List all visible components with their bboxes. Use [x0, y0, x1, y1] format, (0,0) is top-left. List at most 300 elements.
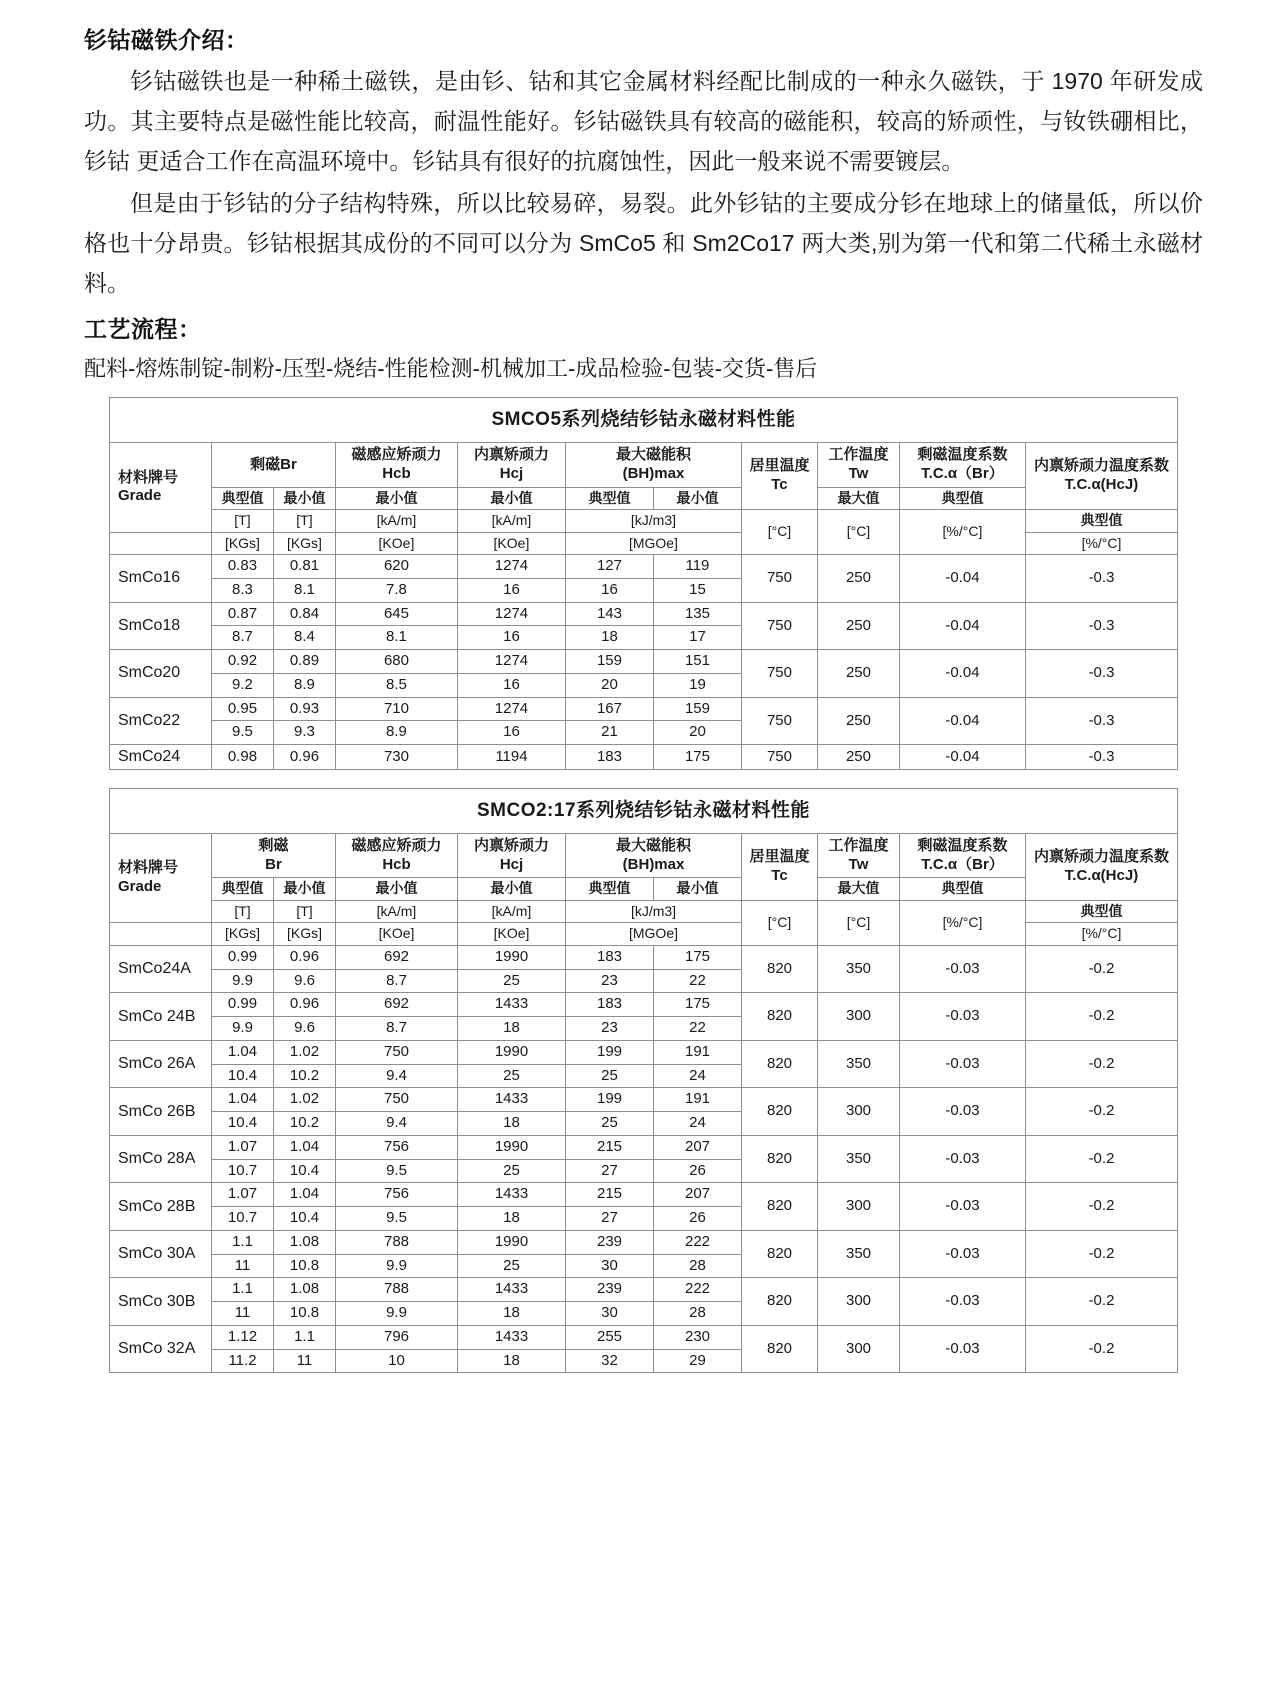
subheader-br-min: 最小值	[273, 487, 335, 510]
cell-bh-typ-si: 183	[566, 945, 654, 969]
header-hcj-line2: Hcj	[499, 464, 524, 482]
header-hcj	[457, 443, 565, 488]
cell-tw: 300	[818, 1088, 900, 1136]
cell-br-typ-si: 1.1	[212, 1278, 274, 1302]
cell-br-typ-cgs: 10.7	[212, 1207, 274, 1231]
cell-br-typ-cgs: 11.2	[212, 1349, 274, 1373]
table-header-row-2	[109, 487, 1177, 510]
cell-tcbr: -0.04	[899, 555, 1025, 603]
table-row	[110, 945, 1178, 969]
cell-br-typ-cgs: 9.9	[212, 1017, 274, 1041]
unit-hcb-koe: [KOe]	[336, 923, 458, 946]
cell-tw: 250	[817, 745, 899, 770]
cell-tw: 350	[818, 1135, 900, 1183]
cell-tcbr: -0.03	[900, 993, 1026, 1041]
smco2-17-table-wrapper	[84, 788, 1203, 1373]
header-bhmax-line2: (BH)max	[622, 855, 685, 873]
cell-tw: 300	[818, 993, 900, 1041]
table-row	[110, 1135, 1178, 1159]
unit-tchcj-pct: [%/°C]	[1025, 532, 1177, 555]
cell-hcb-min-cgs: 8.9	[335, 721, 457, 745]
cell-tw: 250	[817, 650, 899, 698]
subheader-tw-max: 最大值	[817, 487, 899, 510]
cell-hcb-min-si: 620	[335, 555, 457, 579]
unit-tcbr-pct: [%/°C]	[899, 510, 1025, 555]
cell-br-typ-si: 0.98	[211, 745, 273, 770]
header-tc-hcj	[1025, 443, 1177, 510]
cell-hcj-min-si: 1990	[458, 945, 566, 969]
cell-hcb-min-cgs: 9.5	[336, 1159, 458, 1183]
subheader-tw-max: 最大值	[818, 878, 900, 901]
header-bhmax	[565, 443, 741, 488]
cell-bh-min-si: 222	[654, 1278, 742, 1302]
cell-bh-min-cgs: 20	[653, 721, 741, 745]
table-header-row-3	[109, 510, 1177, 533]
cell-grade: SmCo16	[109, 555, 211, 603]
header-tw-line1: 工作温度	[828, 836, 889, 854]
unit-br-kgs: [KGs]	[211, 532, 273, 555]
cell-bh-min-cgs: 17	[653, 626, 741, 650]
cell-tw: 250	[817, 602, 899, 650]
cell-hcj-min-cgs: 18	[458, 1349, 566, 1373]
cell-grade: SmCo 26B	[110, 1088, 212, 1136]
cell-tchcj: -0.3	[1025, 602, 1177, 650]
cell-hcb-min-si: 710	[335, 697, 457, 721]
unit-tchcj-pct: [%/°C]	[1026, 923, 1178, 946]
cell-grade: SmCo24A	[110, 945, 212, 993]
cell-tw: 300	[818, 1183, 900, 1231]
cell-hcj-min-cgs: 16	[457, 673, 565, 697]
subheader-br-min: 最小值	[274, 878, 336, 901]
cell-tchcj: -0.2	[1026, 1183, 1178, 1231]
unit-hcj-kam: [kA/m]	[457, 510, 565, 533]
cell-br-min-cgs: 10.8	[274, 1254, 336, 1278]
cell-hcj-min-cgs: 16	[457, 721, 565, 745]
cell-bh-typ-cgs: 27	[566, 1207, 654, 1231]
header-grade-line1: 材料牌号	[117, 468, 178, 486]
unit-br-t2: [T]	[273, 510, 335, 533]
cell-br-min-cgs: 10.2	[274, 1064, 336, 1088]
cell-br-min-si: 1.04	[274, 1183, 336, 1207]
cell-tcbr: -0.04	[899, 745, 1025, 770]
unit-bh-mgoe: [MGOe]	[566, 923, 742, 946]
table-row	[110, 1325, 1178, 1349]
table-row	[110, 1278, 1178, 1302]
subheader-tchcj-typical: 典型值	[1026, 900, 1178, 923]
cell-hcb-min-si: 756	[336, 1135, 458, 1159]
cell-tchcj: -0.2	[1026, 1230, 1178, 1278]
cell-hcj-min-cgs: 18	[458, 1207, 566, 1231]
cell-br-min-si: 0.89	[273, 650, 335, 674]
header-tc-hcj-line2: T.C.α(HcJ)	[1064, 476, 1139, 494]
header-tw	[817, 443, 899, 488]
cell-bh-min-cgs: 22	[654, 969, 742, 993]
cell-tchcj: -0.2	[1026, 1135, 1178, 1183]
cell-grade: SmCo 28B	[110, 1183, 212, 1231]
header-tw	[818, 833, 900, 878]
cell-br-typ-si: 0.99	[212, 993, 274, 1017]
cell-hcb-min-si: 750	[336, 1040, 458, 1064]
unit-bh-kjm3: [kJ/m3]	[566, 900, 742, 923]
cell-bh-typ-cgs: 27	[566, 1159, 654, 1183]
cell-hcj-min-si: 1274	[457, 602, 565, 626]
cell-tcbr: -0.03	[900, 1325, 1026, 1373]
cell-br-typ-si: 1.04	[212, 1088, 274, 1112]
cell-tchcj: -0.3	[1025, 555, 1177, 603]
header-grade	[109, 443, 211, 533]
subheader-tcbr-typical: 典型值	[900, 878, 1026, 901]
table-row	[110, 1040, 1178, 1064]
subheader-hcb-min: 最小值	[336, 878, 458, 901]
cell-br-min-si: 1.02	[274, 1088, 336, 1112]
cell-br-min-si: 1.04	[274, 1135, 336, 1159]
cell-br-min-cgs: 10.4	[274, 1207, 336, 1231]
cell-bh-min-si: 135	[653, 602, 741, 626]
header-tc-br-line1: 剩磁温度系数	[917, 836, 1008, 854]
cell-bh-min-cgs: 28	[654, 1302, 742, 1326]
cell-br-min-cgs: 8.9	[273, 673, 335, 697]
header-grade-line1: 材料牌号	[118, 859, 179, 877]
header-br-line2: Br	[265, 855, 282, 873]
subheader-bh-typical: 典型值	[565, 487, 653, 510]
header-hcb-line2: Hcb	[382, 855, 411, 873]
cell-hcb-min-cgs: 9.9	[336, 1254, 458, 1278]
header-bhmax-line2: (BH)max	[622, 464, 685, 482]
cell-bh-typ-cgs: 21	[565, 721, 653, 745]
cell-hcb-min-cgs: 8.7	[336, 969, 458, 993]
cell-bh-typ-si: 199	[566, 1040, 654, 1064]
cell-bh-typ-cgs: 16	[565, 578, 653, 602]
cell-br-typ-si: 0.83	[211, 555, 273, 579]
header-hcj-line1: 内禀矫顽力	[473, 836, 549, 854]
cell-bh-typ-cgs: 25	[566, 1064, 654, 1088]
unit-hcj-koe: [KOe]	[458, 923, 566, 946]
cell-grade: SmCo 32A	[110, 1325, 212, 1373]
cell-tw: 250	[817, 555, 899, 603]
header-br: 剩磁Br	[211, 443, 335, 488]
cell-br-min-cgs: 11	[274, 1349, 336, 1373]
table-row	[110, 1230, 1178, 1254]
cell-tc: 750	[741, 555, 817, 603]
unit-tw-c: [°C]	[817, 510, 899, 555]
table-header-row-3	[110, 900, 1178, 923]
subheader-bh-typical: 典型值	[566, 878, 654, 901]
subheader-br-typical: 典型值	[211, 487, 273, 510]
header-grade-spacer	[110, 923, 212, 946]
cell-bh-min-si: 175	[654, 945, 742, 969]
cell-bh-min-cgs: 19	[653, 673, 741, 697]
cell-hcj-min-cgs: 16	[457, 626, 565, 650]
unit-hcj-koe: [KOe]	[457, 532, 565, 555]
process-heading: 工艺流程：	[84, 316, 202, 343]
cell-tcbr: -0.04	[899, 697, 1025, 745]
cell-hcb-min-cgs: 10	[336, 1349, 458, 1373]
cell-hcj-min-cgs: 25	[458, 1159, 566, 1183]
cell-bh-typ-si: 215	[566, 1183, 654, 1207]
cell-bh-typ-si: 239	[566, 1278, 654, 1302]
cell-br-min-si: 0.84	[273, 602, 335, 626]
cell-br-typ-si: 1.12	[212, 1325, 274, 1349]
subheader-tcbr-typical: 典型值	[899, 487, 1025, 510]
table-title: SMCO5系列烧结钐钴永磁材料性能	[109, 398, 1177, 443]
cell-tw: 250	[817, 697, 899, 745]
cell-bh-typ-si: 255	[566, 1325, 654, 1349]
header-bhmax-line1: 最大磁能积	[615, 836, 691, 854]
unit-bh-mgoe: [MGOe]	[565, 532, 741, 555]
cell-hcj-min-si: 1990	[458, 1135, 566, 1159]
header-hcb-line1: 磁感应矫顽力	[351, 446, 442, 464]
cell-tc: 820	[742, 1040, 818, 1088]
cell-tchcj: -0.2	[1026, 993, 1178, 1041]
cell-hcj-min-si: 1274	[457, 650, 565, 674]
table-title-row	[110, 789, 1178, 834]
header-hcb	[336, 833, 458, 878]
cell-hcj-min-cgs: 25	[458, 1064, 566, 1088]
cell-bh-typ-si: 159	[565, 650, 653, 674]
header-tc-br	[900, 833, 1026, 878]
cell-tchcj: -0.2	[1026, 1088, 1178, 1136]
cell-grade: SmCo20	[109, 650, 211, 698]
unit-tc-c: [°C]	[741, 510, 817, 555]
cell-br-typ-si: 1.07	[212, 1183, 274, 1207]
cell-tw: 350	[818, 945, 900, 993]
cell-br-min-si: 1.08	[274, 1278, 336, 1302]
cell-br-typ-si: 1.04	[212, 1040, 274, 1064]
cell-br-typ-si: 1.1	[212, 1230, 274, 1254]
cell-tcbr: -0.03	[900, 1230, 1026, 1278]
cell-bh-typ-si: 167	[565, 697, 653, 721]
table-row	[110, 1183, 1178, 1207]
cell-grade: SmCo 30B	[110, 1278, 212, 1326]
intro-heading: 钐钴磁铁介绍：	[84, 27, 249, 53]
unit-br-kgs2: [KGs]	[273, 532, 335, 555]
cell-bh-typ-cgs: 32	[566, 1349, 654, 1373]
header-grade-line2: Grade	[117, 487, 162, 505]
cell-bh-min-cgs: 26	[654, 1159, 742, 1183]
header-hcb-line2: Hcb	[382, 464, 411, 482]
subheader-hcj-min: 最小值	[458, 878, 566, 901]
cell-hcb-min-si: 645	[335, 602, 457, 626]
cell-br-min-si: 0.96	[273, 745, 335, 770]
cell-bh-min-cgs: 24	[654, 1064, 742, 1088]
cell-tc: 750	[741, 697, 817, 745]
cell-grade: SmCo 30A	[110, 1230, 212, 1278]
cell-hcj-min-si: 1433	[458, 1278, 566, 1302]
cell-bh-min-cgs: 15	[653, 578, 741, 602]
cell-hcj-min-si: 1433	[458, 1088, 566, 1112]
cell-br-min-cgs: 9.6	[274, 969, 336, 993]
header-tc-br-line2: T.C.α（Br）	[921, 855, 1004, 873]
cell-hcb-min-cgs: 9.4	[336, 1112, 458, 1136]
cell-bh-typ-cgs: 18	[565, 626, 653, 650]
cell-bh-min-si: 119	[653, 555, 741, 579]
intro-paragraph-1: 钐钴磁铁也是一种稀土磁铁，是由钐、钴和其它金属材料经配比制成的一种永久磁铁，于 1970 年研发成功。其主要特点是磁性能比较高，耐温性能好。钐钴磁铁具有较高的磁能积，较高的矫顽性，与钕铁硼相比，钐钴 更适合工作在高温环境中。钐钴具有很好的抗腐蚀性，因此一般来说不需要镀层。	[84, 68, 1203, 175]
header-tc-line1: 居里温度	[749, 457, 810, 475]
table-row	[109, 650, 1177, 674]
unit-hcb-koe: [KOe]	[335, 532, 457, 555]
cell-hcb-min-cgs: 8.7	[336, 1017, 458, 1041]
header-hcb	[335, 443, 457, 488]
cell-hcb-min-si: 788	[336, 1278, 458, 1302]
smco5-spec-table	[109, 397, 1178, 770]
cell-tcbr: -0.03	[900, 1088, 1026, 1136]
cell-br-typ-cgs: 9.5	[211, 721, 273, 745]
cell-hcj-min-si: 1274	[457, 555, 565, 579]
cell-br-typ-cgs: 11	[212, 1254, 274, 1278]
cell-tc: 820	[742, 1183, 818, 1231]
cell-br-typ-cgs: 11	[212, 1302, 274, 1326]
cell-br-min-cgs: 8.4	[273, 626, 335, 650]
smco2-17-spec-table	[109, 788, 1178, 1373]
cell-tc: 820	[742, 945, 818, 993]
cell-bh-typ-si: 183	[566, 993, 654, 1017]
cell-bh-min-si: 191	[654, 1088, 742, 1112]
cell-hcb-min-cgs: 8.5	[335, 673, 457, 697]
cell-bh-min-si: 175	[654, 993, 742, 1017]
unit-br-t: [T]	[211, 510, 273, 533]
header-tc-hcj-line1: 内禀矫顽力温度系数	[1033, 457, 1169, 475]
table-title-row	[109, 398, 1177, 443]
cell-hcb-min-si: 750	[336, 1088, 458, 1112]
cell-tchcj: -0.2	[1026, 1278, 1178, 1326]
cell-br-typ-si: 1.07	[212, 1135, 274, 1159]
cell-bh-typ-cgs: 23	[566, 969, 654, 993]
cell-hcb-min-si: 756	[336, 1183, 458, 1207]
cell-tchcj: -0.3	[1025, 697, 1177, 745]
cell-hcj-min-si: 1433	[458, 1325, 566, 1349]
header-grade-spacer	[109, 532, 211, 555]
cell-bh-typ-cgs: 30	[566, 1254, 654, 1278]
cell-tchcj: -0.2	[1026, 945, 1178, 993]
cell-hcj-min-cgs: 25	[458, 1254, 566, 1278]
cell-bh-min-si: 230	[654, 1325, 742, 1349]
subheader-hcj-min: 最小值	[457, 487, 565, 510]
unit-hcb-kam: [kA/m]	[335, 510, 457, 533]
unit-tc-c: [°C]	[742, 900, 818, 945]
cell-tc: 820	[742, 1230, 818, 1278]
subheader-hcb-min: 最小值	[335, 487, 457, 510]
cell-bh-min-si: 159	[653, 697, 741, 721]
cell-br-typ-si: 0.95	[211, 697, 273, 721]
cell-bh-typ-si: 215	[566, 1135, 654, 1159]
cell-bh-typ-si: 199	[566, 1088, 654, 1112]
table-row	[110, 993, 1178, 1017]
header-tc	[741, 443, 817, 510]
cell-hcj-min-si: 1990	[458, 1040, 566, 1064]
cell-hcb-min-cgs: 7.8	[335, 578, 457, 602]
cell-tc: 820	[742, 1135, 818, 1183]
cell-bh-typ-si: 127	[565, 555, 653, 579]
table-row	[109, 697, 1177, 721]
table-title: SMCO2:17系列烧结钐钴永磁材料性能	[110, 789, 1178, 834]
unit-br-t2: [T]	[274, 900, 336, 923]
header-bhmax-line1: 最大磁能积	[615, 446, 691, 464]
cell-br-min-cgs: 9.3	[273, 721, 335, 745]
header-hcj-line2: Hcj	[499, 855, 524, 873]
cell-tc: 820	[742, 1088, 818, 1136]
cell-br-typ-cgs: 8.3	[211, 578, 273, 602]
cell-grade: SmCo24	[109, 745, 211, 770]
cell-br-typ-cgs: 10.4	[212, 1112, 274, 1136]
header-hcj-line1: 内禀矫顽力	[473, 446, 549, 464]
cell-br-typ-cgs: 9.9	[212, 969, 274, 993]
cell-br-min-si: 1.1	[274, 1325, 336, 1349]
header-tc-br	[899, 443, 1025, 488]
cell-br-min-cgs: 8.1	[273, 578, 335, 602]
cell-tc: 820	[742, 1278, 818, 1326]
cell-hcj-min-si: 1274	[457, 697, 565, 721]
unit-tcbr-pct: [%/°C]	[900, 900, 1026, 945]
cell-bh-min-cgs: 24	[654, 1112, 742, 1136]
header-br	[212, 833, 336, 878]
cell-br-min-cgs: 10.8	[274, 1302, 336, 1326]
cell-br-typ-cgs: 10.4	[212, 1064, 274, 1088]
cell-tc: 820	[742, 1325, 818, 1373]
cell-br-typ-cgs: 8.7	[211, 626, 273, 650]
cell-br-min-si: 0.96	[274, 945, 336, 969]
cell-br-min-cgs: 10.4	[274, 1159, 336, 1183]
header-tc-br-line2: T.C.α（Br）	[921, 464, 1004, 482]
cell-hcj-min-cgs: 25	[458, 969, 566, 993]
cell-hcj-min-si: 1194	[457, 745, 565, 770]
unit-br-kgs: [KGs]	[212, 923, 274, 946]
unit-br-t: [T]	[212, 900, 274, 923]
table-header-row-2	[110, 878, 1178, 901]
header-tw-line1: 工作温度	[828, 446, 889, 464]
cell-grade: SmCo 26A	[110, 1040, 212, 1088]
cell-bh-typ-si: 143	[565, 602, 653, 626]
unit-tw-c: [°C]	[818, 900, 900, 945]
table-row	[109, 745, 1177, 770]
unit-hcb-kam: [kA/m]	[336, 900, 458, 923]
cell-tchcj: -0.3	[1025, 745, 1177, 770]
cell-hcj-min-cgs: 18	[458, 1302, 566, 1326]
subheader-bh-min: 最小值	[653, 487, 741, 510]
table-row	[109, 555, 1177, 579]
cell-grade: SmCo 24B	[110, 993, 212, 1041]
header-grade	[110, 833, 212, 923]
cell-bh-typ-cgs: 30	[566, 1302, 654, 1326]
cell-br-min-si: 0.93	[273, 697, 335, 721]
cell-bh-min-si: 222	[654, 1230, 742, 1254]
cell-bh-typ-si: 183	[565, 745, 653, 770]
cell-hcb-min-si: 692	[336, 945, 458, 969]
cell-hcb-min-cgs: 9.5	[336, 1207, 458, 1231]
cell-hcb-min-si: 788	[336, 1230, 458, 1254]
cell-tcbr: -0.03	[900, 1040, 1026, 1088]
table-header-row-1	[110, 833, 1178, 878]
smco5-table-wrapper	[84, 397, 1203, 770]
process-flow-text: 配料-熔炼制锭-制粉-压型-烧结-性能检测-机械加工-成品检验-包装-交货-售后	[84, 356, 818, 382]
cell-bh-typ-cgs: 25	[566, 1112, 654, 1136]
cell-hcj-min-cgs: 18	[458, 1017, 566, 1041]
cell-br-min-cgs: 10.2	[274, 1112, 336, 1136]
cell-tcbr: -0.03	[900, 1135, 1026, 1183]
subheader-tchcj-typical: 典型值	[1025, 510, 1177, 533]
cell-grade: SmCo 28A	[110, 1135, 212, 1183]
cell-tw: 300	[818, 1325, 900, 1373]
cell-hcb-min-cgs: 8.1	[335, 626, 457, 650]
cell-tcbr: -0.04	[899, 650, 1025, 698]
intro-paragraph-2: 但是由于钐钴的分子结构特殊，所以比较易碎，易裂。此外钐钴的主要成分钐在地球上的储量低，所以价格也十分昂贵。钐钴根据其成份的不同可以分为 SmCo5 和 Sm2Co17 两大类,别为第一代和第二代稀土永磁材料。	[84, 190, 1203, 297]
header-hcb-line1: 磁感应矫顽力	[351, 836, 442, 854]
table-row	[110, 1088, 1178, 1112]
cell-bh-min-si: 207	[654, 1183, 742, 1207]
table-row	[109, 602, 1177, 626]
header-tc-br-line1: 剩磁温度系数	[917, 446, 1008, 464]
cell-tc: 820	[742, 993, 818, 1041]
cell-bh-min-si: 151	[653, 650, 741, 674]
